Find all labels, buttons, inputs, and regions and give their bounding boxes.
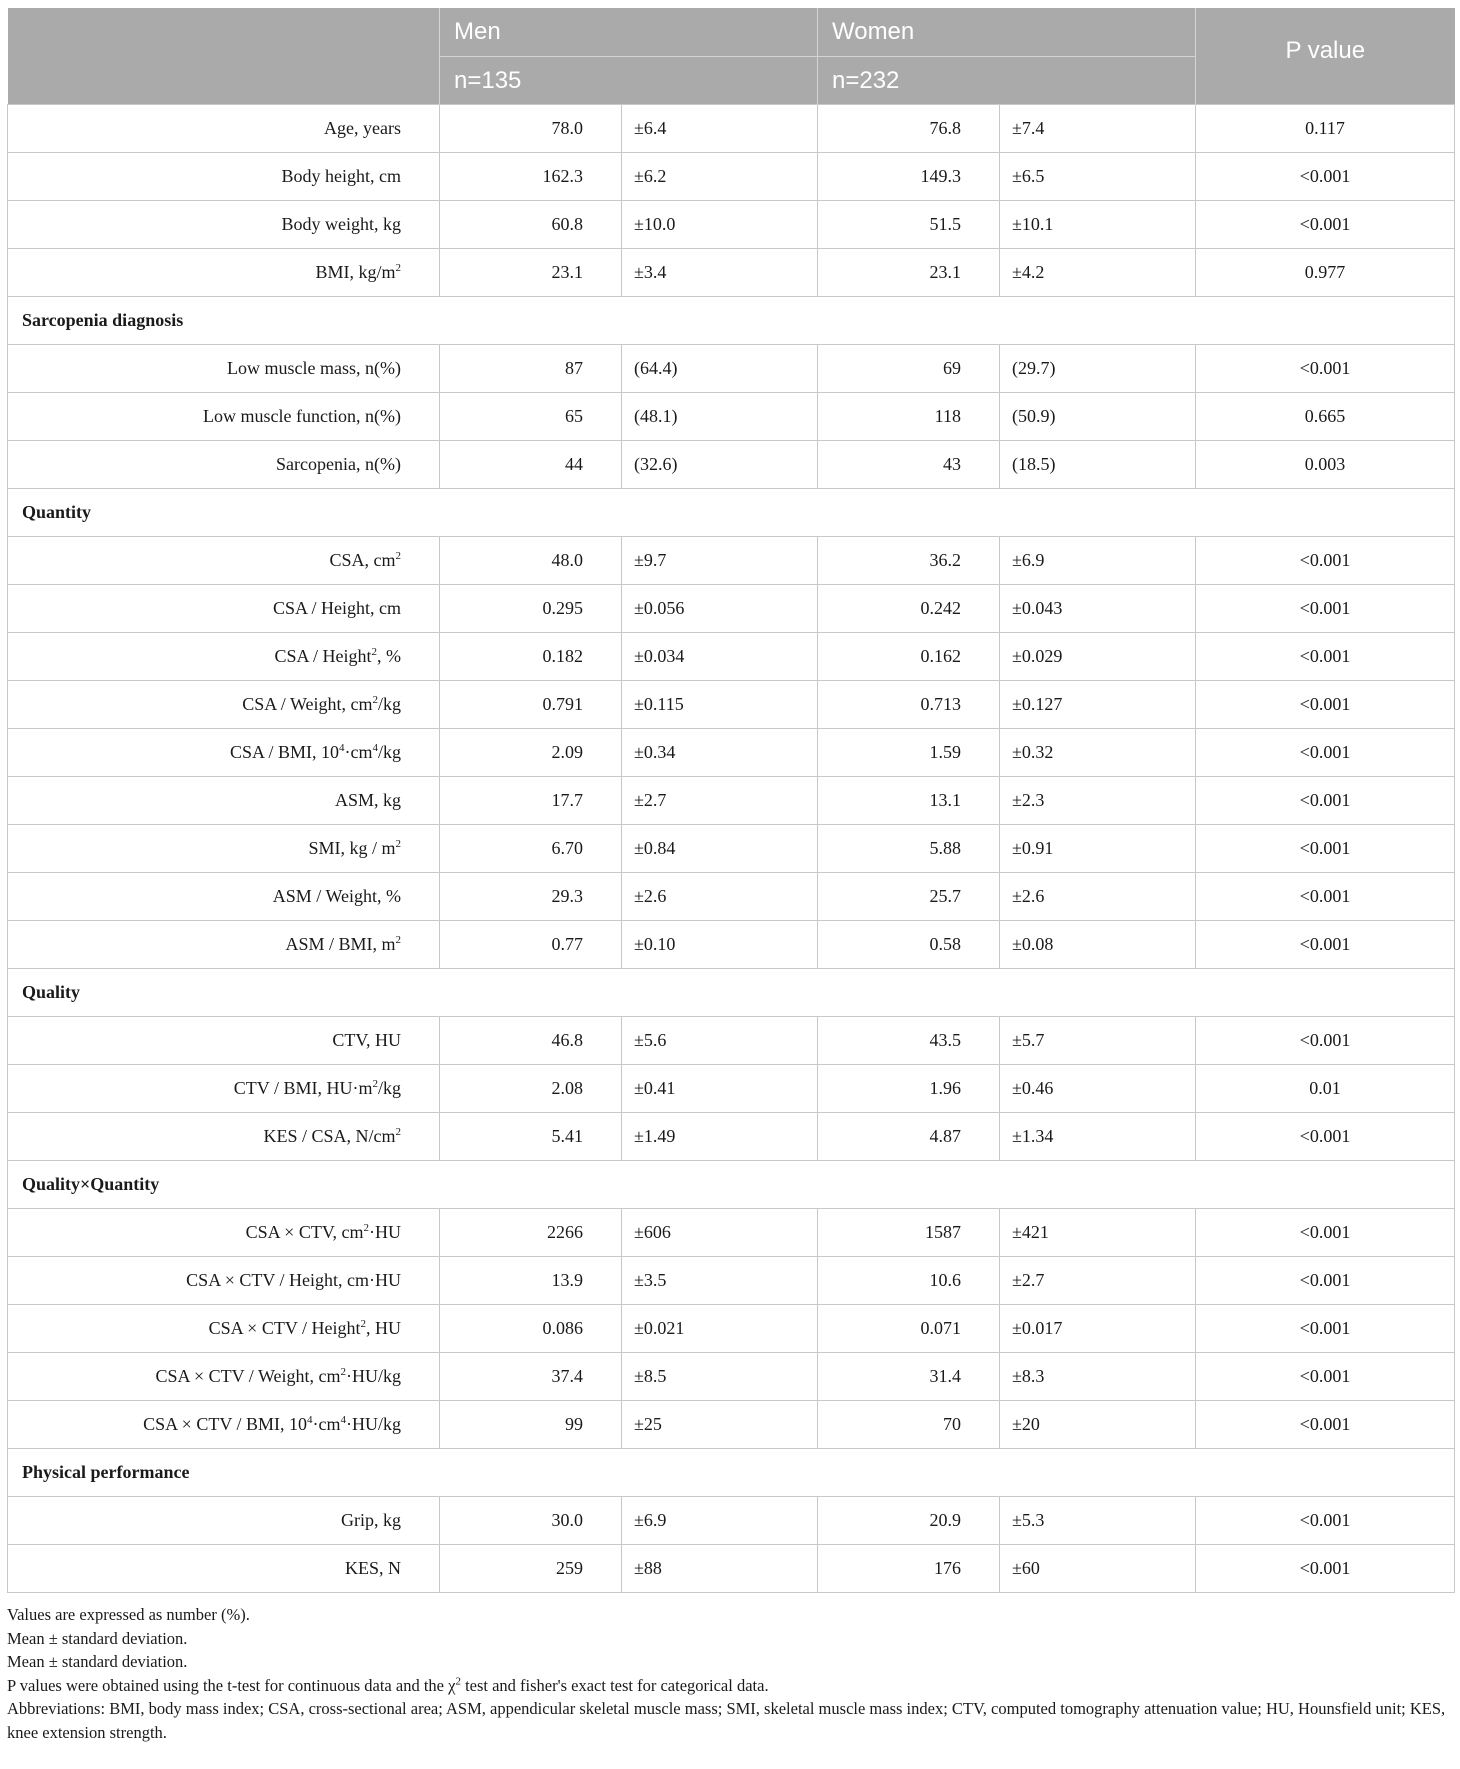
table-row xyxy=(8,1305,1455,1353)
men-mean-cell: 99 xyxy=(440,1401,622,1449)
table-body xyxy=(8,105,1455,1593)
table-row xyxy=(8,1497,1455,1545)
table-row xyxy=(8,1401,1455,1449)
row-label-text: CSA × CTV / Weight, cm xyxy=(155,1366,341,1386)
men-mean-cell: 29.3 xyxy=(440,873,622,921)
men-sd-cell: ±6.9 xyxy=(622,1497,818,1545)
women-sd-cell: ±0.08 xyxy=(1000,921,1196,969)
men-mean-cell: 60.8 xyxy=(440,201,622,249)
table-row xyxy=(8,105,1455,153)
women-sd-cell: ±2.6 xyxy=(1000,873,1196,921)
row-label-sup: 2 xyxy=(395,934,401,946)
men-mean-cell: 0.182 xyxy=(440,633,622,681)
section-row xyxy=(8,297,1455,345)
footnote-4-text-end: test and fisher's exact test for categorical data. xyxy=(460,1675,769,1695)
row-label xyxy=(8,1113,440,1161)
men-sd-cell: (64.4) xyxy=(622,345,818,393)
row-label-sup: 4 xyxy=(307,1414,313,1426)
p-value-cell: <0.001 xyxy=(1196,729,1455,777)
men-sd-cell: ±9.7 xyxy=(622,537,818,585)
header-men-n: n=135 xyxy=(440,57,818,105)
women-sd-cell: ±0.91 xyxy=(1000,825,1196,873)
women-mean-cell: 20.9 xyxy=(818,1497,1000,1545)
row-label xyxy=(8,1305,440,1353)
row-label xyxy=(8,1353,440,1401)
row-label-text: Low muscle function, n(%) xyxy=(203,406,401,426)
table-row xyxy=(8,921,1455,969)
men-sd-cell: ±1.49 xyxy=(622,1113,818,1161)
women-sd-cell: ±5.3 xyxy=(1000,1497,1196,1545)
row-label-text: Age, years xyxy=(324,118,401,138)
row-label-sup-2: 4 xyxy=(372,742,378,754)
table-row xyxy=(8,1209,1455,1257)
row-label-sup: 2 xyxy=(340,1366,346,1378)
p-value-cell: <0.001 xyxy=(1196,585,1455,633)
women-sd-cell: ±421 xyxy=(1000,1209,1196,1257)
row-label xyxy=(8,873,440,921)
row-label-sup: 2 xyxy=(371,646,377,658)
row-label-text: ASM / BMI, m xyxy=(285,934,396,954)
women-sd-cell: ±0.127 xyxy=(1000,681,1196,729)
women-mean-cell: 0.071 xyxy=(818,1305,1000,1353)
men-mean-cell: 5.41 xyxy=(440,1113,622,1161)
women-sd-cell: ±20 xyxy=(1000,1401,1196,1449)
women-sd-cell: ±1.34 xyxy=(1000,1113,1196,1161)
men-mean-cell: 2.08 xyxy=(440,1065,622,1113)
men-sd-cell: ±2.7 xyxy=(622,777,818,825)
table-row xyxy=(8,1353,1455,1401)
row-label-text: CSA / BMI, 10 xyxy=(229,742,339,762)
row-label-suffix: ·cm xyxy=(344,742,373,762)
p-value-cell: <0.001 xyxy=(1196,1257,1455,1305)
row-label-text: Body weight, kg xyxy=(281,214,401,234)
p-value-cell: <0.001 xyxy=(1196,633,1455,681)
p-value-cell: <0.001 xyxy=(1196,1305,1455,1353)
row-label-sup: 2 xyxy=(360,1318,366,1330)
women-sd-cell: ±6.9 xyxy=(1000,537,1196,585)
men-mean-cell: 46.8 xyxy=(440,1017,622,1065)
p-value-cell: <0.001 xyxy=(1196,1401,1455,1449)
row-label xyxy=(8,777,440,825)
table-row xyxy=(8,153,1455,201)
women-mean-cell: 0.713 xyxy=(818,681,1000,729)
men-mean-cell: 6.70 xyxy=(440,825,622,873)
men-mean-cell: 17.7 xyxy=(440,777,622,825)
women-sd-cell: ±5.7 xyxy=(1000,1017,1196,1065)
men-mean-cell: 0.77 xyxy=(440,921,622,969)
row-label xyxy=(8,825,440,873)
women-sd-cell: ±60 xyxy=(1000,1545,1196,1593)
row-label-text: KES / CSA, N/cm xyxy=(263,1126,396,1146)
men-mean-cell: 2266 xyxy=(440,1209,622,1257)
women-mean-cell: 0.58 xyxy=(818,921,1000,969)
row-label-suffix: ·HU/kg xyxy=(346,1366,401,1386)
p-value-cell: 0.665 xyxy=(1196,393,1455,441)
row-label-sup: 4 xyxy=(339,742,345,754)
row-label-text: ASM, kg xyxy=(334,790,401,810)
row-label xyxy=(8,1017,440,1065)
row-label-suffix: , % xyxy=(377,646,401,666)
row-label-suffix: ·HU xyxy=(369,1222,401,1242)
p-value-cell: <0.001 xyxy=(1196,1113,1455,1161)
women-sd-cell: ±10.1 xyxy=(1000,201,1196,249)
section-row xyxy=(8,489,1455,537)
women-mean-cell: 10.6 xyxy=(818,1257,1000,1305)
table-row xyxy=(8,393,1455,441)
p-value-cell: <0.001 xyxy=(1196,1545,1455,1593)
women-mean-cell: 1.96 xyxy=(818,1065,1000,1113)
p-value-cell: 0.01 xyxy=(1196,1065,1455,1113)
row-label-suffix: /kg xyxy=(377,1078,401,1098)
row-label-text: Grip, kg xyxy=(341,1510,401,1530)
women-mean-cell: 25.7 xyxy=(818,873,1000,921)
men-sd-cell: ±0.41 xyxy=(622,1065,818,1113)
section-row xyxy=(8,1449,1455,1497)
row-label-sup: 2 xyxy=(395,262,401,274)
row-label-sup: 2 xyxy=(395,838,401,850)
men-mean-cell: 37.4 xyxy=(440,1353,622,1401)
women-sd-cell: ±8.3 xyxy=(1000,1353,1196,1401)
p-value-cell: 0.003 xyxy=(1196,441,1455,489)
row-label xyxy=(8,393,440,441)
row-label-text: CSA × CTV / Height, cm·HU xyxy=(186,1270,401,1290)
footnote-4-text: P values were obtained using the t-test for continuous data and the χ xyxy=(7,1675,456,1695)
men-sd-cell: ±6.2 xyxy=(622,153,818,201)
men-sd-cell: ±5.6 xyxy=(622,1017,818,1065)
women-mean-cell: 149.3 xyxy=(818,153,1000,201)
section-heading: Quality×Quantity xyxy=(8,1161,1455,1209)
table-row xyxy=(8,873,1455,921)
section-heading: Sarcopenia diagnosis xyxy=(8,297,1455,345)
row-label xyxy=(8,1497,440,1545)
p-value-cell: <0.001 xyxy=(1196,777,1455,825)
p-value-cell: <0.001 xyxy=(1196,921,1455,969)
men-sd-cell: ±2.6 xyxy=(622,873,818,921)
row-label xyxy=(8,633,440,681)
women-mean-cell: 1.59 xyxy=(818,729,1000,777)
table-row xyxy=(8,825,1455,873)
table-row xyxy=(8,777,1455,825)
women-sd-cell: ±0.017 xyxy=(1000,1305,1196,1353)
table-row xyxy=(8,1017,1455,1065)
row-label-text: SMI, kg / m xyxy=(308,838,396,858)
row-label-suffix: , HU xyxy=(366,1318,401,1338)
row-label xyxy=(8,585,440,633)
men-mean-cell: 44 xyxy=(440,441,622,489)
table-row xyxy=(8,345,1455,393)
women-mean-cell: 5.88 xyxy=(818,825,1000,873)
row-label-sup: 2 xyxy=(395,1126,401,1138)
women-mean-cell: 70 xyxy=(818,1401,1000,1449)
men-sd-cell: ±0.34 xyxy=(622,729,818,777)
row-label-text: CSA / Height, cm xyxy=(272,598,401,618)
table-row xyxy=(8,249,1455,297)
p-value-cell: <0.001 xyxy=(1196,873,1455,921)
women-mean-cell: 51.5 xyxy=(818,201,1000,249)
row-label-text: Body height, cm xyxy=(281,166,401,186)
row-label-text: CSA × CTV, cm xyxy=(245,1222,364,1242)
row-label-suffix: /kg xyxy=(377,694,401,714)
men-mean-cell: 162.3 xyxy=(440,153,622,201)
men-sd-cell: ±606 xyxy=(622,1209,818,1257)
women-sd-cell: ±0.46 xyxy=(1000,1065,1196,1113)
footnote-4 xyxy=(7,1674,1454,1698)
table-container xyxy=(7,8,1454,1744)
section-heading: Quality xyxy=(8,969,1455,1017)
men-sd-cell: ±3.4 xyxy=(622,249,818,297)
row-label-sup: 2 xyxy=(372,694,378,706)
table-row xyxy=(8,585,1455,633)
row-label-sup: 2 xyxy=(372,1078,378,1090)
women-mean-cell: 0.162 xyxy=(818,633,1000,681)
row-label-sup-2: 4 xyxy=(340,1414,346,1426)
table-row xyxy=(8,201,1455,249)
men-sd-cell: (32.6) xyxy=(622,441,818,489)
header-men-label: Men xyxy=(440,8,818,57)
row-label-sup: 2 xyxy=(363,1222,369,1234)
table-row xyxy=(8,729,1455,777)
men-sd-cell: ±0.021 xyxy=(622,1305,818,1353)
header-blank-cell xyxy=(8,8,440,105)
men-mean-cell: 23.1 xyxy=(440,249,622,297)
row-label-text: CSA, cm xyxy=(329,550,396,570)
women-mean-cell: 43 xyxy=(818,441,1000,489)
women-sd-cell: ±2.3 xyxy=(1000,777,1196,825)
men-mean-cell: 48.0 xyxy=(440,537,622,585)
men-mean-cell: 259 xyxy=(440,1545,622,1593)
row-label-suffix-2: /kg xyxy=(377,742,401,762)
footnote-2: Mean ± standard deviation. xyxy=(7,1628,188,1648)
row-label-text: Low muscle mass, n(%) xyxy=(227,358,401,378)
women-sd-cell: ±7.4 xyxy=(1000,105,1196,153)
men-sd-cell: ±6.4 xyxy=(622,105,818,153)
men-sd-cell: ±3.5 xyxy=(622,1257,818,1305)
men-mean-cell: 2.09 xyxy=(440,729,622,777)
row-label-text: CSA × CTV / Height xyxy=(208,1318,361,1338)
section-heading: Physical performance xyxy=(8,1449,1455,1497)
women-mean-cell: 69 xyxy=(818,345,1000,393)
row-label xyxy=(8,1257,440,1305)
p-value-cell: <0.001 xyxy=(1196,681,1455,729)
section-heading: Quantity xyxy=(8,489,1455,537)
table-row xyxy=(8,633,1455,681)
row-label xyxy=(8,537,440,585)
men-sd-cell: ±0.056 xyxy=(622,585,818,633)
men-sd-cell: ±88 xyxy=(622,1545,818,1593)
characteristics-table xyxy=(7,8,1455,1593)
row-label-text: CSA / Weight, cm xyxy=(242,694,373,714)
row-label xyxy=(8,1209,440,1257)
table-footnotes xyxy=(7,1603,1454,1744)
row-label xyxy=(8,729,440,777)
footnote-1: Values are expressed as number (%). xyxy=(7,1605,250,1624)
men-mean-cell: 0.086 xyxy=(440,1305,622,1353)
men-mean-cell: 0.791 xyxy=(440,681,622,729)
women-mean-cell: 4.87 xyxy=(818,1113,1000,1161)
men-mean-cell: 0.295 xyxy=(440,585,622,633)
row-label-suffix: ·cm xyxy=(312,1414,341,1434)
section-row xyxy=(8,1161,1455,1209)
row-label xyxy=(8,441,440,489)
row-label-sup: 2 xyxy=(395,550,401,562)
men-sd-cell: ±8.5 xyxy=(622,1353,818,1401)
row-label xyxy=(8,1545,440,1593)
row-label-text: CTV, HU xyxy=(332,1030,401,1050)
row-label-text: BMI, kg/m xyxy=(315,262,396,282)
men-mean-cell: 87 xyxy=(440,345,622,393)
women-mean-cell: 0.242 xyxy=(818,585,1000,633)
row-label xyxy=(8,921,440,969)
row-label-text: CSA / Height xyxy=(274,646,372,666)
row-label xyxy=(8,105,440,153)
women-sd-cell: ±2.7 xyxy=(1000,1257,1196,1305)
women-sd-cell: ±0.043 xyxy=(1000,585,1196,633)
row-label xyxy=(8,249,440,297)
table-row xyxy=(8,441,1455,489)
women-mean-cell: 43.5 xyxy=(818,1017,1000,1065)
women-mean-cell: 23.1 xyxy=(818,249,1000,297)
men-mean-cell: 30.0 xyxy=(440,1497,622,1545)
women-sd-cell: (50.9) xyxy=(1000,393,1196,441)
women-sd-cell: (29.7) xyxy=(1000,345,1196,393)
row-label-suffix-2: ·HU/kg xyxy=(346,1414,401,1434)
header-p-value: P value xyxy=(1196,8,1455,105)
p-value-cell: <0.001 xyxy=(1196,1209,1455,1257)
p-value-cell: <0.001 xyxy=(1196,825,1455,873)
row-label-text: CSA × CTV / BMI, 10 xyxy=(143,1414,308,1434)
footnote-abbreviations: Abbreviations: BMI, body mass index; CSA, cross-sectional area; ASM, appendicular skeletal muscle mass; SMI, skeletal muscle mass index; CTV, computed tomography attenuation value; HU, Hounsfield unit; KES, knee extension strength. xyxy=(7,1699,1446,1742)
women-sd-cell: (18.5) xyxy=(1000,441,1196,489)
p-value-cell: <0.001 xyxy=(1196,537,1455,585)
men-sd-cell: ±0.84 xyxy=(622,825,818,873)
women-mean-cell: 118 xyxy=(818,393,1000,441)
row-label xyxy=(8,1401,440,1449)
row-label xyxy=(8,153,440,201)
p-value-cell: 0.117 xyxy=(1196,105,1455,153)
men-mean-cell: 13.9 xyxy=(440,1257,622,1305)
table-row xyxy=(8,1113,1455,1161)
row-label xyxy=(8,681,440,729)
p-value-cell: <0.001 xyxy=(1196,1017,1455,1065)
women-mean-cell: 13.1 xyxy=(818,777,1000,825)
men-sd-cell: ±0.10 xyxy=(622,921,818,969)
table-row xyxy=(8,1257,1455,1305)
section-row xyxy=(8,969,1455,1017)
p-value-cell: <0.001 xyxy=(1196,345,1455,393)
p-value-cell: <0.001 xyxy=(1196,1497,1455,1545)
women-mean-cell: 176 xyxy=(818,1545,1000,1593)
women-mean-cell: 31.4 xyxy=(818,1353,1000,1401)
women-mean-cell: 76.8 xyxy=(818,105,1000,153)
row-label-text: ASM / Weight, % xyxy=(272,886,401,906)
row-label-text: CTV / BMI, HU·m xyxy=(233,1078,373,1098)
women-mean-cell: 1587 xyxy=(818,1209,1000,1257)
header-women-n: n=232 xyxy=(818,57,1196,105)
row-label xyxy=(8,1065,440,1113)
p-value-cell: <0.001 xyxy=(1196,1353,1455,1401)
table-row xyxy=(8,1545,1455,1593)
men-sd-cell: (48.1) xyxy=(622,393,818,441)
table-row xyxy=(8,1065,1455,1113)
women-sd-cell: ±4.2 xyxy=(1000,249,1196,297)
men-mean-cell: 78.0 xyxy=(440,105,622,153)
women-sd-cell: ±0.029 xyxy=(1000,633,1196,681)
row-label xyxy=(8,345,440,393)
men-mean-cell: 65 xyxy=(440,393,622,441)
row-label-text: Sarcopenia, n(%) xyxy=(276,454,401,474)
men-sd-cell: ±0.115 xyxy=(622,681,818,729)
women-sd-cell: ±0.32 xyxy=(1000,729,1196,777)
men-sd-cell: ±0.034 xyxy=(622,633,818,681)
footnote-4-sup: 2 xyxy=(455,1675,461,1687)
table-row xyxy=(8,681,1455,729)
p-value-cell: 0.977 xyxy=(1196,249,1455,297)
footnote-3: Mean ± standard deviation. xyxy=(7,1652,188,1671)
women-sd-cell: ±6.5 xyxy=(1000,153,1196,201)
table-header xyxy=(8,8,1455,105)
row-label xyxy=(8,201,440,249)
table-row xyxy=(8,537,1455,585)
row-label-text: KES, N xyxy=(344,1558,401,1578)
men-sd-cell: ±25 xyxy=(622,1401,818,1449)
p-value-cell: <0.001 xyxy=(1196,153,1455,201)
women-mean-cell: 36.2 xyxy=(818,537,1000,585)
p-value-cell: <0.001 xyxy=(1196,201,1455,249)
men-sd-cell: ±10.0 xyxy=(622,201,818,249)
header-women-label: Women xyxy=(818,8,1196,57)
